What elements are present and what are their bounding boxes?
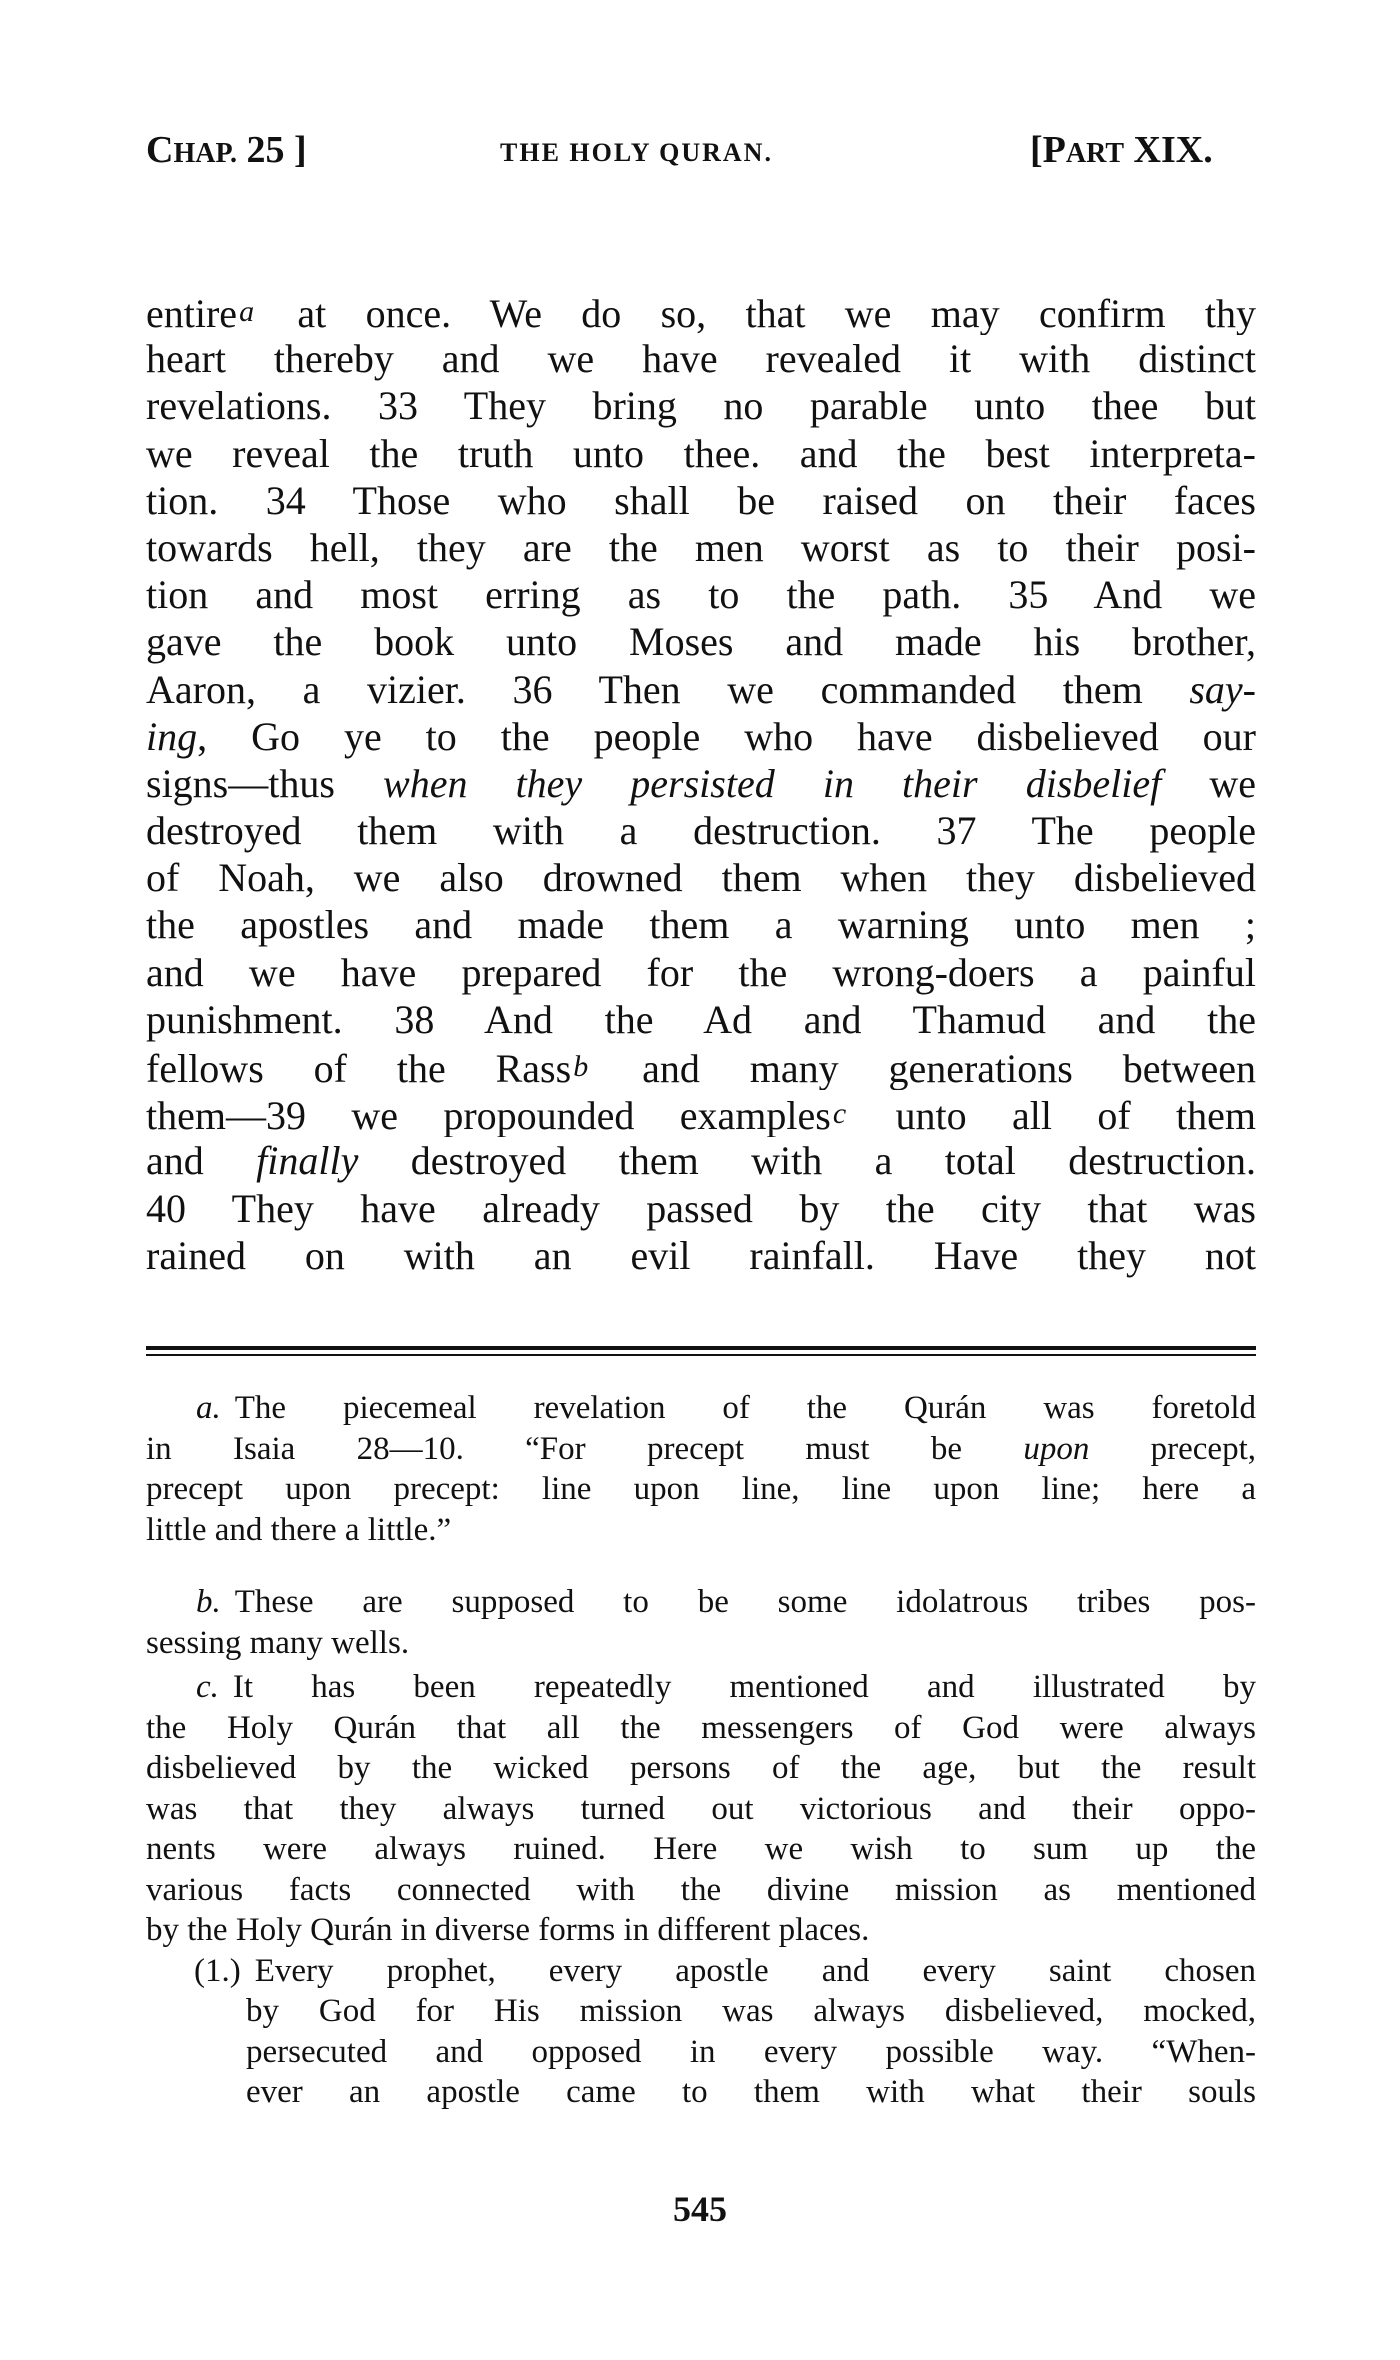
footnote-label: b. [196,1584,221,1620]
text-run: precept, [1089,1430,1256,1467]
text-run: Aaron, a vizier. 36 Then we commanded them [146,666,1190,712]
footnote-line: various facts connected with the divine mission as mentioned [146,1871,1256,1908]
text-line: rained on with an evil rainfall. Have they not [146,1232,1256,1278]
footnote-b [146,1582,1256,1663]
text-line: punishment. 38 And the Ad and Thamud and the [146,996,1256,1042]
text-run: destroyed them with a total destruction. [358,1138,1256,1184]
text-line: 40 They have already passed by the city that was [146,1185,1256,1231]
footnote-line: disbelieved by the wicked persons of the age, but the result [146,1750,1256,1786]
text-run: fellows of the Rass [146,1046,572,1091]
text-line: destroyed them with a destruction. 37 The people [146,808,1256,854]
footnote-line: by God for His mission was always disbelieved, mocked, [246,1993,1256,2029]
footnote-list-item [146,1951,1256,1992]
footnote-label: c. [196,1669,219,1705]
page-number: 545 [673,2189,727,2229]
text-line: towards hell, they are the men worst as to their posi- [146,524,1256,570]
text-line [146,288,1256,335]
text-run: unto all of them [850,1093,1256,1138]
chapter-number: 25 ] [246,129,307,171]
text-line: we reveal the truth unto thee. and the best interpreta- [146,430,1256,476]
text-line: tion. 34 Those who shall be raised on their faces [146,477,1256,523]
text-line: the apostles and made them a warning unto men ; [146,902,1256,948]
footnote-divider-thick [146,1346,1256,1350]
footnote-line [146,1388,1256,1429]
text-line: and we have prepared for the wrong-doers a painful [146,949,1256,995]
text-line [146,760,1256,807]
text-line: gave the book unto Moses and made his brother, [146,619,1256,665]
text-line [146,1137,1256,1184]
text-run: at once. We do so, that we may confirm thy [258,291,1256,336]
footnote-c [146,1667,1256,2113]
text-line: heart thereby and we have revealed it with distinct [146,336,1256,382]
text-run: It has been repeatedly mentioned and illustrated by [232,1669,1256,1705]
text-line: of Noah, we also drowned them when they disbelieved [146,855,1256,901]
chapter-prefix: C [146,129,174,171]
text-line [146,1090,1256,1137]
text-line [146,666,1256,713]
part-prefix: [P [1030,129,1066,171]
running-head-part [1030,128,1213,172]
footnote-line: sessing many wells. [146,1624,410,1661]
footnote-line: nents were always ruined. Here we wish to sum up the [146,1831,1256,1867]
italic-run: when they persisted in their disbelief [383,760,1162,806]
italic-run: finally [256,1138,359,1184]
text-run: and many generations between [592,1046,1256,1091]
running-head-title: THE HOLY QURAN. [500,138,773,167]
part-smallcaps: ART [1065,138,1125,169]
footnote-ref-c[interactable]: c [832,1097,847,1131]
footnote-a [146,1388,1256,1550]
footnote-ref-a[interactable]: a [239,295,255,328]
footnote-line: persecuted and opposed in every possible way. “When- [246,2033,1256,2070]
list-item-label: (1.) [194,1952,241,1989]
chapter-smallcaps: HAP. [173,138,237,169]
text-run: signs—thus [146,760,384,806]
footnote-line: was that they always turned out victorious and their oppo- [146,1790,1256,1827]
italic-run: say- [1189,666,1256,712]
text-line [146,713,1256,760]
text-run: in Isaia 28—10. “For precept must be [146,1430,1024,1467]
text-run: These are supposed to be some idolatrous tribes pos- [234,1584,1256,1620]
text-line: tion and most erring as to the path. 35 And we [146,572,1256,618]
main-text [146,288,1256,1279]
footnote-line: precept upon precept: line upon line, line upon line; here a [146,1471,1256,1507]
text-run: The piecemeal revelation of the Qurán was foretold [234,1390,1256,1426]
footnote-line: ever an apostle came to them with what their souls [246,2074,1256,2110]
text-run: , Go ye to the people who have disbelieved our [197,713,1256,759]
italic-run: ing [146,713,198,759]
footnote-line [146,1582,1256,1623]
footnote-line [146,1429,1256,1470]
text-run: we [1161,760,1256,806]
text-run: Every prophet, every apostle and every saint chosen [254,1952,1256,1989]
footnote-ref-b[interactable]: b [573,1050,589,1083]
footnote-label: a. [196,1390,221,1426]
footnote-line [146,1667,1256,1708]
text-run: them—39 we propounded examples [146,1093,831,1138]
italic-run: upon [1023,1430,1090,1467]
footnote-line: by the Holy Qurán in diverse forms in different places. [146,1912,870,1948]
footnote-line: the Holy Qurán that all the messengers of God were always [146,1709,1256,1746]
footnote-divider-thin [146,1354,1256,1356]
text-line [146,1043,1256,1090]
running-head-chapter [146,128,307,172]
text-run: entire [146,291,238,336]
footnote-line: little and there a little.” [146,1511,452,1548]
text-line: revelations. 33 They bring no parable unto thee but [146,383,1256,429]
text-run: and [146,1138,257,1184]
part-number: XIX. [1133,129,1213,171]
